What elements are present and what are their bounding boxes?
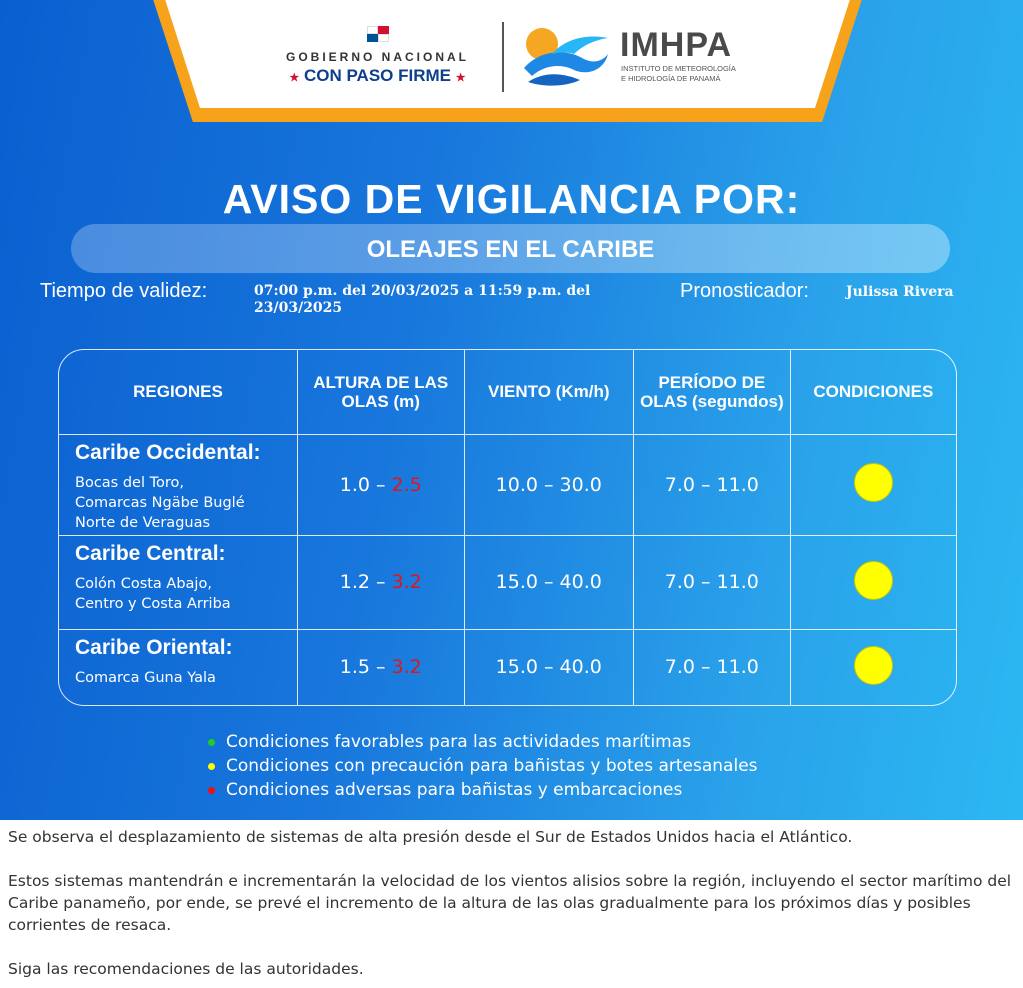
conditions-legend — [208, 730, 758, 802]
subtitle-banner — [71, 224, 950, 273]
bulletin-paragraph: Siga las recomendaciones de las autoridades. — [8, 960, 364, 978]
wind-cell: 15.0 – 40.0 — [464, 629, 633, 705]
bulletin-text — [8, 826, 1018, 988]
region-name: Caribe Occidental: — [75, 440, 261, 464]
forecast-table — [58, 349, 957, 706]
condition-indicator-icon — [854, 561, 893, 600]
condition-cell — [790, 434, 956, 535]
yellow-bullet-icon — [208, 763, 215, 770]
org-full-name: INSTITUTO DE METEOROLOGÍA E HIDROLOGÍA DE PANAMÁ — [621, 64, 736, 83]
notice-subtitle: OLEAJES EN EL CARIBE — [366, 236, 655, 263]
table-row — [59, 434, 956, 535]
legend-item: Condiciones favorables para las actividades marítimas — [208, 730, 758, 754]
wind-cell: 10.0 – 30.0 — [464, 434, 633, 535]
region-description: Bocas del Toro, Comarcas Ngäbe Buglé Norte de Veraguas — [75, 474, 245, 531]
region-cell — [59, 535, 297, 629]
header-conditions: CONDICIONES — [790, 350, 956, 434]
condition-indicator-icon — [854, 646, 893, 685]
header-wind: VIENTO (Km/h) — [464, 350, 633, 434]
gov-line1: GOBIERNO NACIONAL — [286, 50, 469, 64]
forecaster-label: Pronosticador: — [680, 280, 809, 302]
condition-indicator-icon — [854, 463, 893, 502]
gov-slogan: CON PASO FIRME — [303, 66, 452, 85]
header-divider — [502, 22, 504, 92]
gov-line2 — [270, 66, 485, 86]
condition-cell — [790, 629, 956, 705]
table-header-row — [59, 350, 956, 434]
panama-flag-icon — [367, 26, 389, 42]
header-wave-height: ALTURA DE LAS OLAS (m) — [297, 350, 464, 434]
wave-period-cell: 7.0 – 11.0 — [634, 629, 791, 705]
region-name: Caribe Central: — [75, 541, 226, 565]
validity-label: Tiempo de validez: — [40, 280, 208, 302]
validity-value: 07:00 p.m. del 20/03/2025 a 11:59 p.m. del 23/03/2025 — [254, 283, 591, 316]
legend-item: Condiciones adversas para bañistas y embarcaciones — [208, 778, 758, 802]
wave-height-cell: 1.2 – 3.2 — [297, 535, 464, 629]
green-bullet-icon — [208, 739, 215, 746]
region-name: Caribe Oriental: — [75, 635, 233, 659]
header-wave-period: PERÍODO DE OLAS (segundos) — [634, 350, 791, 434]
star-icon: ★ — [289, 72, 300, 84]
legend-item: Condiciones con precaución para bañistas y botes artesanales — [208, 754, 758, 778]
region-description: Colón Costa Abajo, Centro y Costa Arriba — [75, 575, 231, 612]
region-description: Comarca Guna Yala — [75, 669, 216, 686]
imhpa-logo-icon — [522, 24, 610, 88]
forecaster-value: Julissa Rivera — [846, 284, 954, 300]
wave-period-cell: 7.0 – 11.0 — [634, 434, 791, 535]
table-row — [59, 535, 956, 629]
region-cell — [59, 434, 297, 535]
wave-period-cell: 7.0 – 11.0 — [634, 535, 791, 629]
bulletin-paragraph: Estos sistemas mantendrán e incrementarán la velocidad de los vientos alisios sobre la región, incluyendo el sector marítimo del Caribe panameño, por ende, se prevé el incremento de la altura de las olas gradualmente para los próximos días y posibles corrientes de resaca. — [8, 872, 1012, 934]
bulletin-paragraph: Se observa el desplazamiento de sistemas de alta presión desde el Sur de Estados Unidos hacia el Atlántico. — [8, 828, 853, 846]
region-cell — [59, 629, 297, 705]
government-logo — [270, 26, 485, 86]
org-acronym: IMHPA — [620, 26, 733, 64]
wave-height-cell: 1.0 – 2.5 — [297, 434, 464, 535]
header-regions: REGIONES — [59, 350, 297, 434]
notice-title: AVISO DE VIGILANCIA POR: — [222, 176, 801, 222]
table-row — [59, 629, 956, 705]
header-banner — [162, 0, 853, 108]
star-icon: ★ — [455, 72, 466, 84]
condition-cell — [790, 535, 956, 629]
wind-cell: 15.0 – 40.0 — [464, 535, 633, 629]
wave-height-cell: 1.5 – 3.2 — [297, 629, 464, 705]
red-bullet-icon — [208, 787, 215, 794]
